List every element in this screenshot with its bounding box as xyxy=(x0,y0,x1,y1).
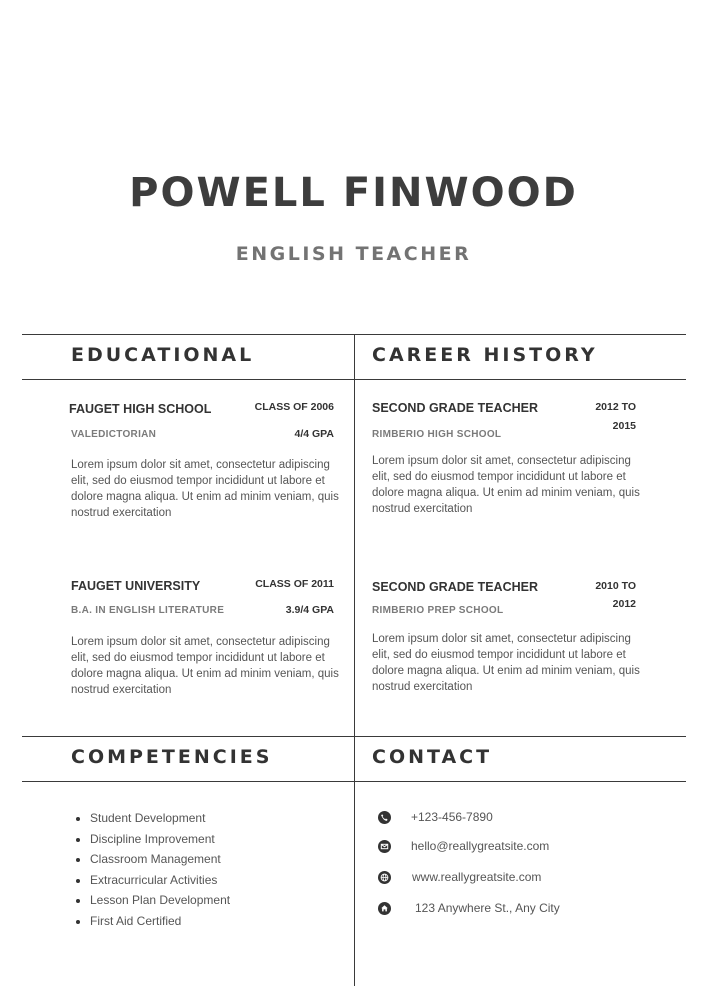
education-date: CLASS OF 2006 xyxy=(254,401,334,413)
list-item: Student Development xyxy=(76,808,230,829)
education-description: Lorem ipsum dolor sit amet, consectetur adipiscing elit, sed do eiusmod tempor incididunt ut labore et dolore magna aliqua. Ut enim ad minim veniam, quis nostrud exercitation xyxy=(71,636,339,696)
list-item: First Aid Certified xyxy=(76,911,230,932)
education-description: Lorem ipsum dolor sit amet, consectetur adipiscing elit, sed do eiusmod tempor incididunt ut labore et dolore magna aliqua. Ut enim ad minim veniam, quis nostrud exercitation xyxy=(71,459,339,519)
education-subtitle: VALEDICTORIAN xyxy=(71,429,157,440)
phone-text[interactable]: +123-456-7890 xyxy=(411,810,493,824)
address-text: 123 Anywhere St., Any City xyxy=(415,901,560,915)
email-text[interactable]: hello@reallygreatsite.com xyxy=(411,839,550,853)
list-item: Lesson Plan Development xyxy=(76,890,230,911)
competencies-list xyxy=(76,808,230,931)
list-item: Classroom Management xyxy=(76,849,230,870)
education-school: FAUGET HIGH SCHOOL xyxy=(69,402,212,416)
education-heading: EDUCATIONAL xyxy=(71,344,255,366)
education-date: CLASS OF 2011 xyxy=(255,578,334,590)
education-subtitle: B.A. IN ENGLISH LITERATURE xyxy=(71,605,225,616)
career-title: SECOND GRADE TEACHER xyxy=(372,580,538,594)
education-school: FAUGET UNIVERSITY xyxy=(71,579,201,593)
contact-heading: CONTACT xyxy=(372,746,493,768)
phone-icon xyxy=(378,811,391,824)
career-employer: RIMBERIO HIGH SCHOOL xyxy=(372,429,502,440)
career-date-start: 2010 TO xyxy=(595,580,636,592)
home-icon xyxy=(378,902,391,915)
job-title: ENGLISH TEACHER xyxy=(235,243,472,265)
career-description: Lorem ipsum dolor sit amet, consectetur adipiscing elit, sed do eiusmod tempor incididunt ut labore et dolore magna aliqua. Ut enim ad minim veniam, quis nostrud exercitation xyxy=(372,633,640,693)
career-date-start: 2012 TO xyxy=(595,401,636,413)
globe-icon xyxy=(378,871,391,884)
education-gpa: 3.9/4 GPA xyxy=(285,604,334,616)
list-item: Discipline Improvement xyxy=(76,829,230,850)
competencies-heading: COMPETENCIES xyxy=(71,746,273,768)
career-heading: CAREER HISTORY xyxy=(372,344,598,366)
website-text[interactable]: www.reallygreatsite.com xyxy=(412,870,542,884)
career-date-end: 2012 xyxy=(612,598,636,610)
career-date-end: 2015 xyxy=(612,420,636,432)
education-gpa: 4/4 GPA xyxy=(294,428,334,440)
page-title: POWELL FINWOOD xyxy=(129,170,578,216)
career-description: Lorem ipsum dolor sit amet, consectetur adipiscing elit, sed do eiusmod tempor incididunt ut labore et dolore magna aliqua. Ut enim ad minim veniam, quis nostrud exercitation xyxy=(372,455,640,515)
column-divider xyxy=(354,334,355,986)
email-icon xyxy=(378,840,391,853)
career-employer: RIMBERIO PREP SCHOOL xyxy=(372,605,504,616)
career-title: SECOND GRADE TEACHER xyxy=(372,401,538,415)
list-item: Extracurricular Activities xyxy=(76,870,230,891)
